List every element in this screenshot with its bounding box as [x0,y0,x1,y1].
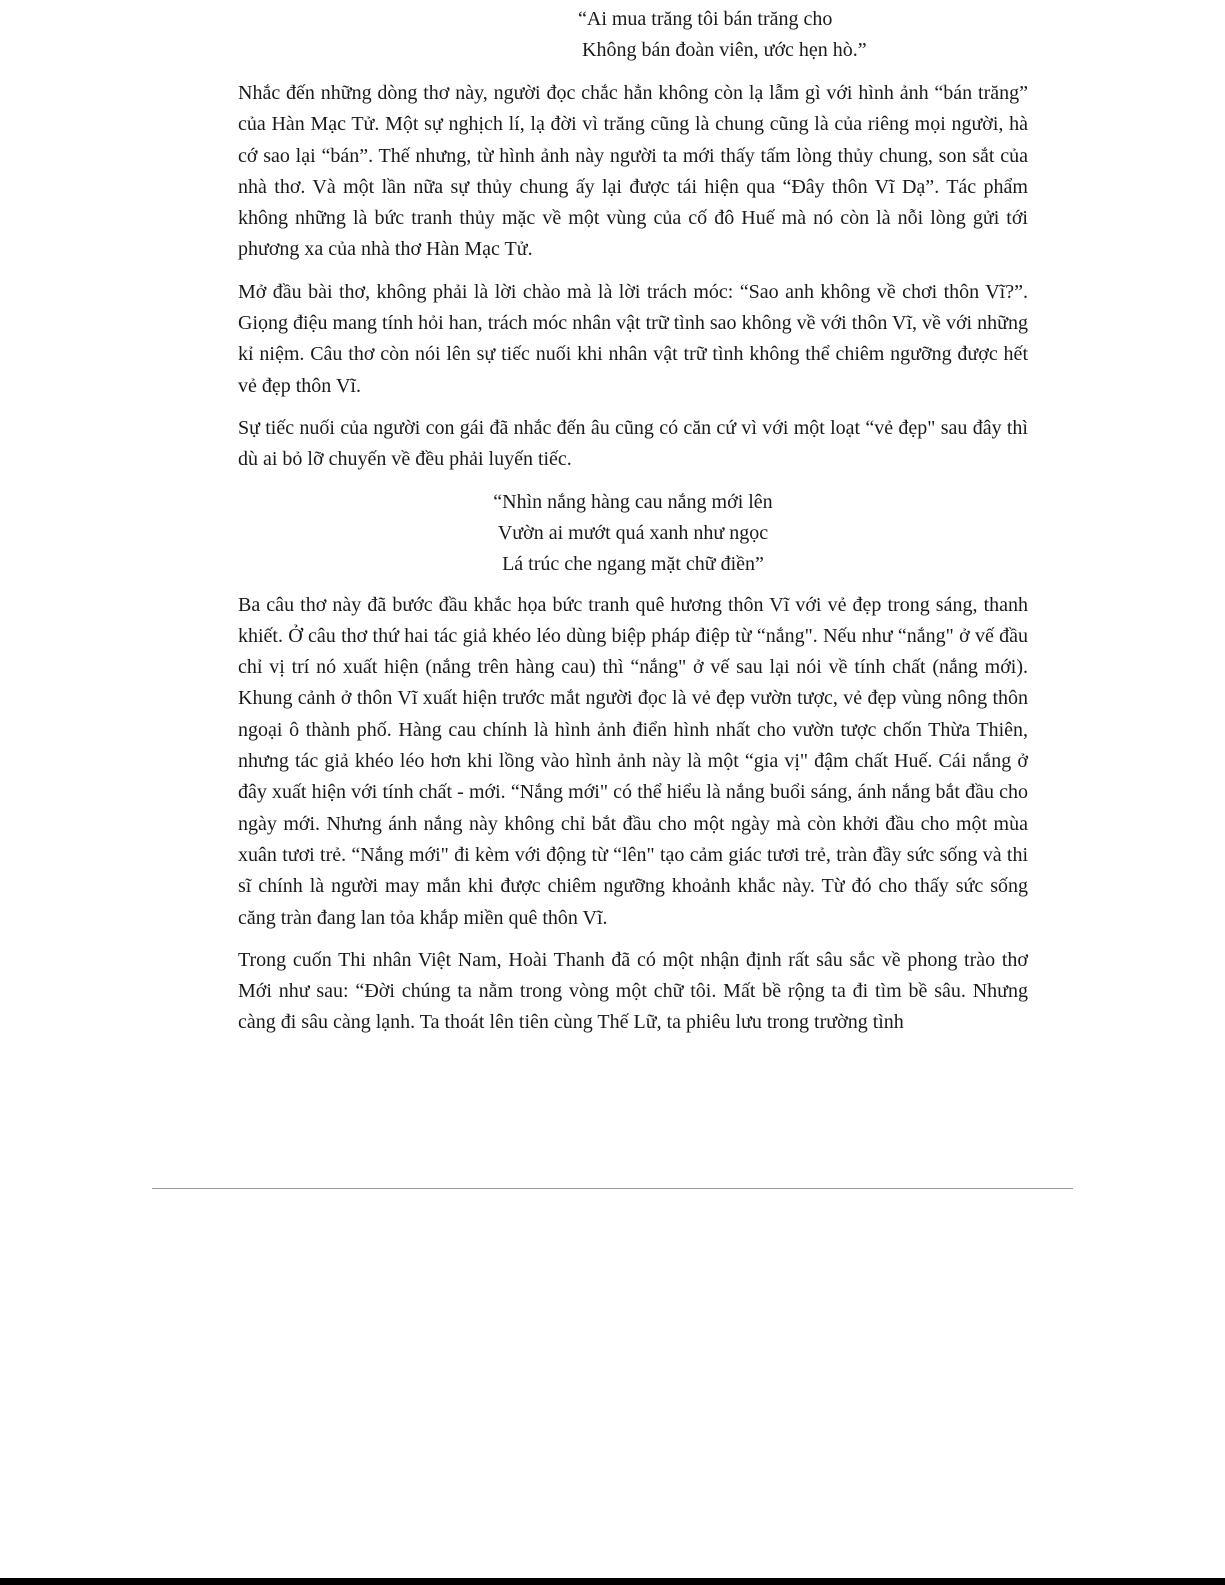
paragraph-regret: Sự tiếc nuối của người con gái đã nhắc đến âu cũng có căn cứ vì với một loạt “vẻ đẹp" sau đây thì dù ai bỏ lỡ chuyến về đều phải luyến tiếc. [238,416,1028,471]
page-divider [152,1188,1073,1189]
opening-poem-quote [578,4,1028,66]
poem-line: Lá trúc che ngang mặt chữ điền” [502,552,764,575]
paragraph-opening-analysis: Mở đầu bài thơ, không phải là lời chào mà là lời trách móc: “Sao anh không về chơi thôn Vĩ?”. Giọng điệu mang tính hỏi han, trách móc nhân vật trữ tình sao không về với thôn Vĩ, về với những kỉ niệm. Câu thơ còn nói lên sự tiếc nuối khi nhân vật trữ tình không thể chiêm ngưỡng được hết vẻ đẹp thôn Vĩ. [238,280,1028,397]
paragraph-intro: Nhắc đến những dòng thơ này, người đọc chắc hẳn không còn lạ lẫm gì với hình ảnh “bán trăng” của Hàn Mạc Tử. Một sự nghịch lí, lạ đời vì trăng cũng là chung cũng là của riêng mọi người, hà cớ sao lại “bán”. Thế nhưng, từ hình ảnh này người ta mới thấy tấm lòng thủy chung, son sắt của nhà thơ. Và một lần nữa sự thủy chung ấy lại được tái hiện qua “Đây thôn Vĩ Dạ”. Tác phẩm không những là bức tranh thủy mặc về một vùng của cố đô Huế mà nó còn là nỗi lòng gửi tới phương xa của nhà thơ Hàn Mạc Tử. [238,82,1028,261]
poem-line: Vườn ai mướt quá xanh như ngọc [497,521,769,544]
paragraph-hoai-thanh: Trong cuốn Thi nhân Việt Nam, Hoài Thanh đã có một nhận định rất sâu sắc về phong trào thơ Mới như sau: “Đời chúng ta nằm trong vòng một chữ tôi. Mất bề rộng ta đi tìm bề sâu. Nhưng càng đi sâu càng lạnh. Ta thoát lên tiên cùng Thế Lữ, ta phiêu lưu trong trường tình [238,948,1028,1034]
poem-line: Không bán đoàn viên, ước hẹn hò.” [582,39,867,61]
poem-line: “Ai mua trăng tôi bán trăng cho [578,8,833,30]
paragraph-stanza-analysis: Ba câu thơ này đã bước đầu khắc họa bức tranh quê hương thôn Vĩ với vẻ đẹp trong sáng, thanh khiết. Ở câu thơ thứ hai tác giả khéo léo dùng biệp pháp điệp từ “nắng". Nếu như “nắng" ở vế đầu chỉ vị trí nó xuất hiện (nắng trên hàng cau) thì “nắng" ở vế sau lại nói về tính chất (nắng mới). Khung cảnh ở thôn Vĩ xuất hiện trước mắt người đọc là vẻ đẹp vườn tược, vẻ đẹp vùng nông thôn ngoại ô thành phố. Hàng cau chính là hình ảnh điển hình nhất cho vườn tược chốn Thừa Thiên, nhưng tác giả khéo léo hơn khi lồng vào hình ảnh này là một “gia vị" đậm chất Huế. Cái nắng ở đây xuất hiện với tính chất - mới. “Nắng mới" có thể hiểu là nắng buổi sáng, ánh nắng bắt đầu cho ngày mới. Nhưng ánh nắng này không chỉ bắt đầu cho một ngày mà còn khởi đầu cho một mùa xuân tươi trẻ. “Nắng mới" đi kèm với động từ “lên" tạo cảm giác tươi trẻ, tràn đầy sức sống và thi sĩ chính là người may mắn khi được chiêm ngưỡng khoảnh khắc này. Từ đó cho thấy sức sống căng tràn đang lan tỏa khắp miền quê thôn Vĩ. [238,593,1028,929]
bottom-edge-bar [0,1578,1225,1585]
stanza-quote [238,487,1028,580]
poem-line: “Nhìn nắng hàng cau nắng mới lên [493,490,773,513]
document-body [238,4,1028,1050]
